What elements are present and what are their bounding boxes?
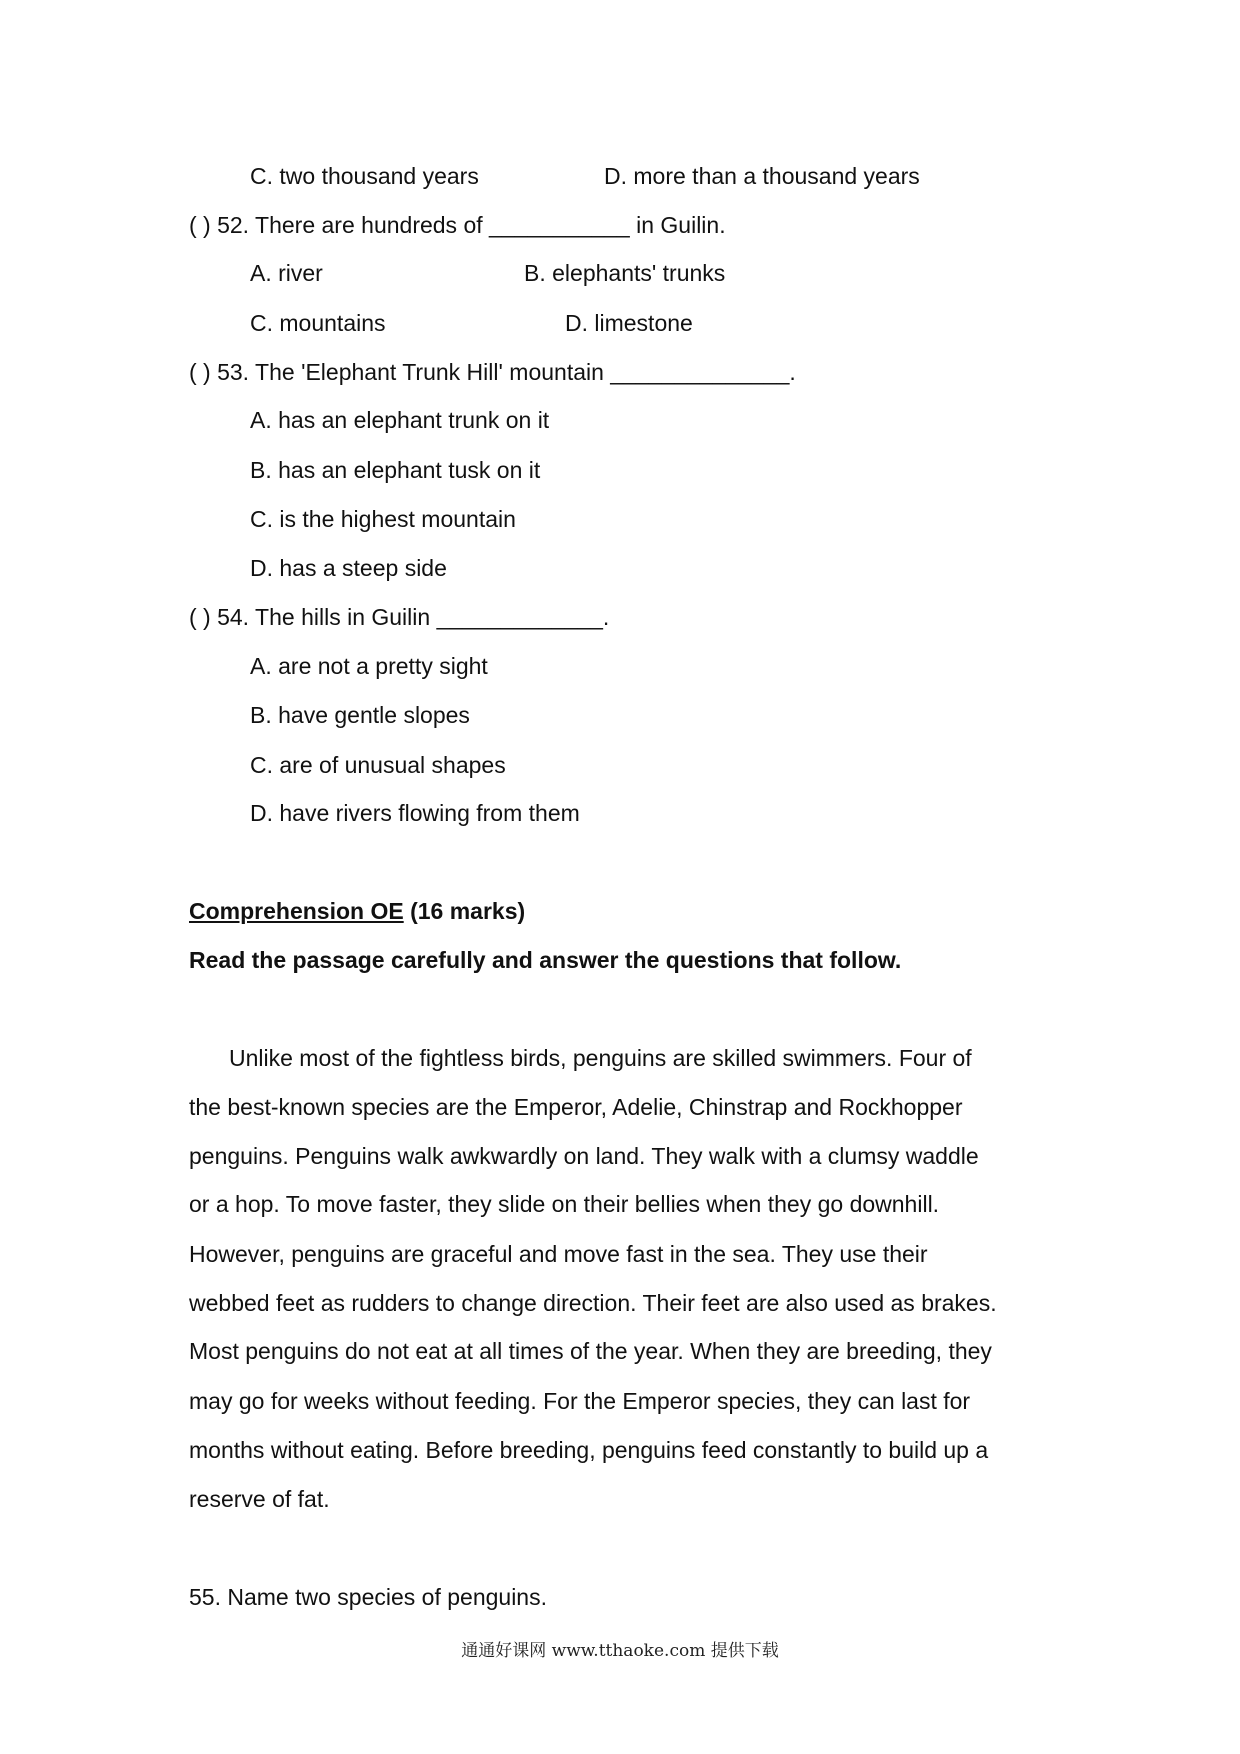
q54-option-b: B. have gentle slopes <box>250 702 470 728</box>
section-title: Comprehension OE <box>189 898 404 924</box>
passage-line: reserve of fat. <box>189 1486 330 1512</box>
q52-option-c: C. mountains <box>250 310 386 336</box>
q53-option-d: D. has a steep side <box>250 555 447 581</box>
q53-option-a: A. has an elephant trunk on it <box>250 407 550 433</box>
q54-stem: ( ) 54. The hills in Guilin _____________. <box>189 604 610 630</box>
passage-line: penguins. Penguins walk awkwardly on land. They walk with a clumsy waddle <box>189 1143 979 1169</box>
passage-line: the best-known species are the Emperor, Adelie, Chinstrap and Rockhopper <box>189 1094 963 1120</box>
section-marks: (16 marks) <box>403 898 526 924</box>
q53-option-b: B. has an elephant tusk on it <box>250 457 541 483</box>
q54-option-d: D. have rivers flowing from them <box>250 800 580 826</box>
passage-line: webbed feet as rudders to change direction. Their feet are also used as brakes. <box>189 1290 997 1316</box>
passage-line: may go for weeks without feeding. For the Emperor species, they can last for <box>189 1388 971 1414</box>
page-footer: 通通好课网 www.tthaoke.com 提供下载 <box>461 1641 779 1661</box>
q52-option-d: D. limestone <box>565 310 693 336</box>
passage-line: Unlike most of the fightless birds, penguins are skilled swimmers. Four of <box>229 1045 972 1071</box>
q52-stem: ( ) 52. There are hundreds of ___________ in Guilin. <box>189 212 726 238</box>
section-heading <box>189 897 525 925</box>
passage-line: However, penguins are graceful and move fast in the sea. They use their <box>189 1241 928 1267</box>
q54-option-c: C. are of unusual shapes <box>250 752 506 778</box>
passage-line: months without eating. Before breeding, penguins feed constantly to build up a <box>189 1437 989 1463</box>
q52-option-a: A. river <box>250 260 323 286</box>
q55-stem: 55. Name two species of penguins. <box>189 1584 547 1610</box>
q53-option-c: C. is the highest mountain <box>250 506 516 532</box>
q53-stem: ( ) 53. The 'Elephant Trunk Hill' mountain ______________. <box>189 359 796 385</box>
q51-option-d: D. more than a thousand years <box>604 163 920 189</box>
q52-option-b: B. elephants' trunks <box>524 260 726 286</box>
q51-option-c: C. two thousand years <box>250 163 479 189</box>
section-instruction: Read the passage carefully and answer the questions that follow. <box>189 947 902 973</box>
passage-line: or a hop. To move faster, they slide on their bellies when they go downhill. <box>189 1191 940 1217</box>
passage-line: Most penguins do not eat at all times of the year. When they are breeding, they <box>189 1338 992 1364</box>
q54-option-a: A. are not a pretty sight <box>250 653 488 679</box>
